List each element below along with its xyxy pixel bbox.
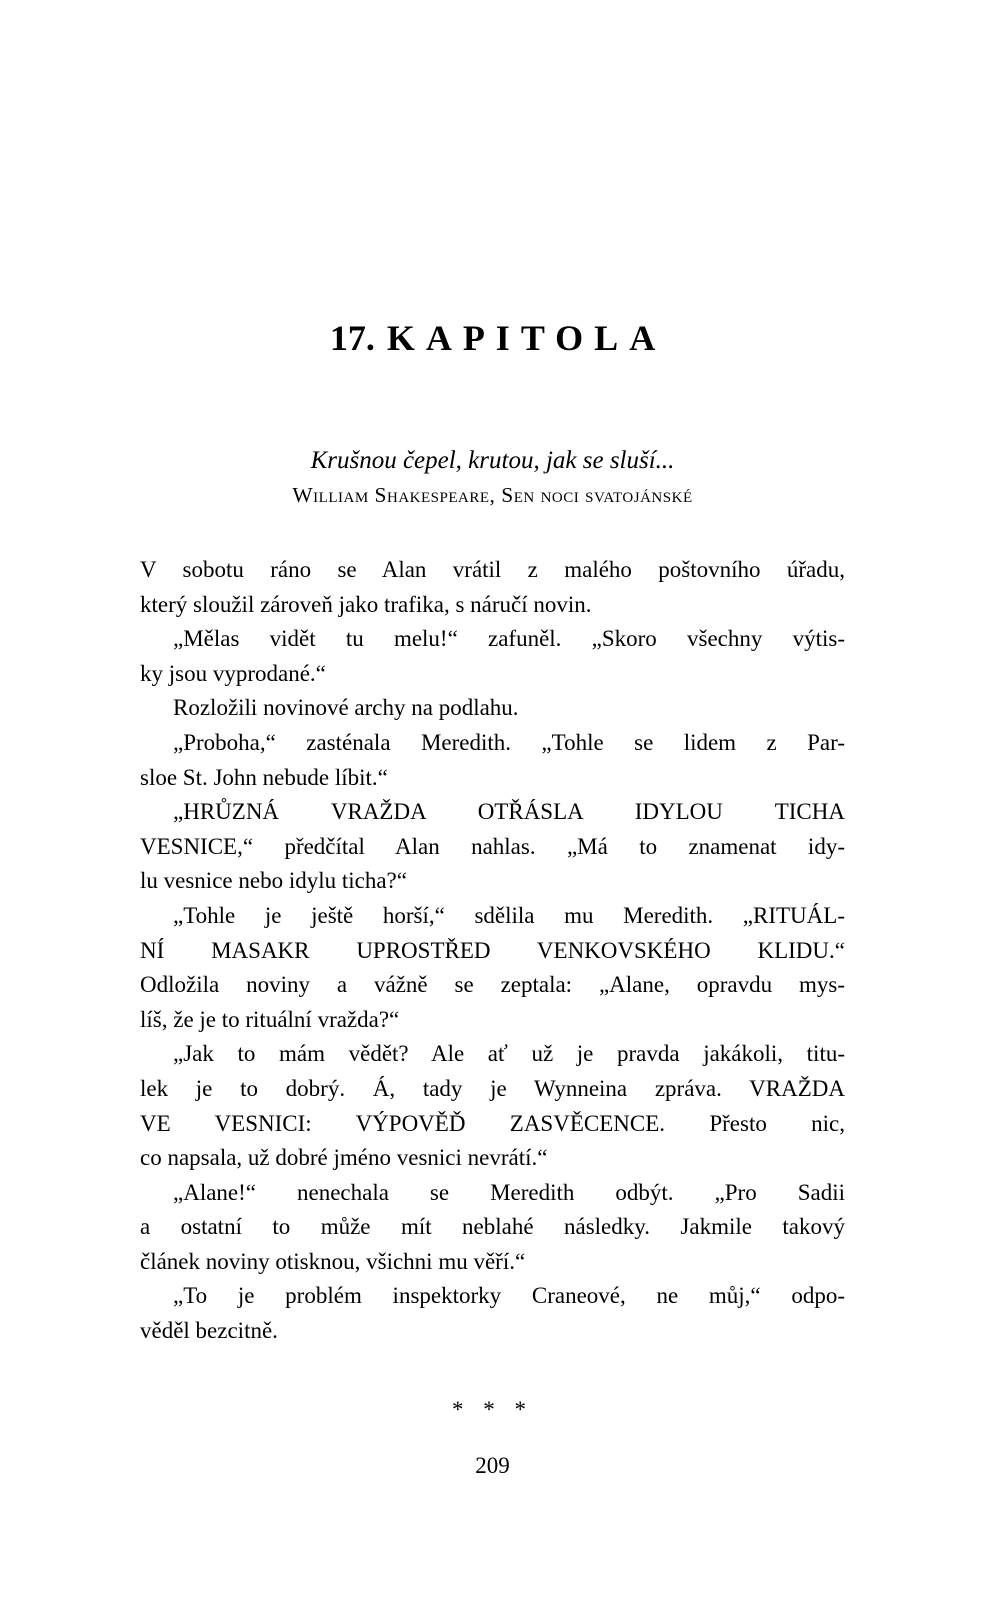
text-line: lu vesnice nebo idylu ticha?“: [140, 868, 407, 894]
text-line: co napsala, už dobré jméno vesnici nevrátí.“: [140, 1145, 548, 1171]
chapter-number: 17.: [329, 318, 375, 358]
page-number: 209: [475, 1452, 510, 1478]
text-line: „Mělas vidět tu melu!“ zafuněl. „Skoro všechny výtis-: [173, 626, 845, 652]
text-line: NÍ MASAKR UPROSTŘED VENKOVSKÉHO KLIDU.“: [140, 937, 845, 963]
text-line: Odložila noviny a vážně se zeptala: „Alane, opravdu mys-: [140, 972, 845, 998]
text-line: sloe St. John nebude líbit.“: [140, 764, 388, 790]
text-line: který sloužil zároveň jako trafika, s náručí novin.: [140, 591, 592, 617]
text-line: a ostatní to může mít neblahé následky. Jakmile takový: [140, 1214, 845, 1240]
text-line: ky jsou vyprodané.“: [140, 660, 326, 686]
text-line: VE VESNICI: VÝPOVĚĎ ZASVĚCENCE. Přesto nic,: [140, 1110, 845, 1136]
text-line: Rozložili novinové archy na podlahu.: [173, 695, 519, 721]
text-line: lek je to dobrý. Á, tady je Wynneina zpráva. VRAŽDA: [140, 1075, 845, 1101]
body-text: [140, 553, 845, 1349]
paragraph: [140, 691, 845, 726]
text-line: „HRŮZNÁ VRAŽDA OTŘÁSLA IDYLOU TICHA: [173, 799, 845, 825]
text-line: článek noviny otisknou, všichni mu věří.“: [140, 1248, 526, 1274]
paragraph: [140, 1279, 845, 1348]
chapter-title: [140, 0, 845, 360]
text-line: věděl bezcitně.: [140, 1318, 278, 1344]
text-line: V sobotu ráno se Alan vrátil z malého poštovního úřadu,: [140, 557, 845, 582]
epigraph-quote: Krušnou čepel, krutou, jak se sluší...: [310, 447, 675, 474]
paragraph: [140, 1176, 845, 1280]
paragraph: [140, 899, 845, 1037]
epigraph-attribution: William Shakespeare, Sen noci svatojánské: [292, 483, 693, 507]
text-line: „Proboha,“ zasténala Meredith. „Tohle se lidem z Par-: [173, 729, 845, 755]
text-line: „Jak to mám vědět? Ale ať už je pravda jakákoli, titu-: [173, 1041, 845, 1067]
text-line: „To je problém inspektorky Craneové, ne můj,“ odpo-: [173, 1283, 845, 1309]
section-separator: * * *: [452, 1396, 533, 1422]
paragraph: [140, 553, 845, 622]
text-line: „Tohle je ještě horší,“ sdělila mu Meredith. „RITUÁL-: [173, 902, 845, 928]
text-line: „Alane!“ nenechala se Meredith odbýt. „Pro Sadii: [173, 1179, 845, 1205]
paragraph: [140, 1037, 845, 1175]
paragraph: [140, 795, 845, 899]
chapter-word: KAPITOLA: [386, 318, 667, 358]
text-line: líš, že je to rituální vražda?“: [140, 1006, 400, 1032]
text-line: VESNICE,“ předčítal Alan nahlas. „Má to znamenat idy-: [140, 833, 845, 859]
paragraph: [140, 726, 845, 795]
paragraph: [140, 622, 845, 691]
